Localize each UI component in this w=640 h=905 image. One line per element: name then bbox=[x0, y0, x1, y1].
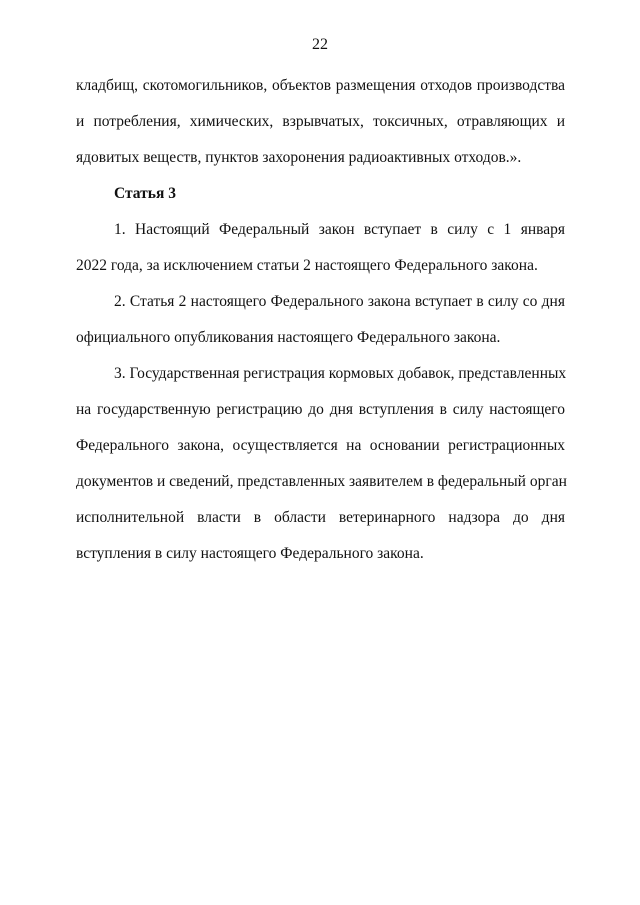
page-number: 22 bbox=[312, 36, 328, 53]
document-body bbox=[76, 68, 565, 572]
text-line: Федерального закона, осуществляется на основании регистрационных bbox=[76, 437, 565, 454]
text-line: 1. Настоящий Федеральный закон вступает в силу с 1 января bbox=[114, 221, 565, 238]
article-heading: Статья 3 bbox=[114, 185, 176, 202]
text-line: и потребления, химических, взрывчатых, токсичных, отравляющих и bbox=[76, 113, 565, 130]
text-line: ядовитых веществ, пунктов захоронения радиоактивных отходов.». bbox=[76, 149, 522, 166]
text-line: на государственную регистрацию до дня вступления в силу настоящего bbox=[76, 401, 565, 418]
text-line: 3. Государственная регистрация кормовых добавок, представленных bbox=[114, 365, 567, 382]
text-line: официального опубликования настоящего Федерального закона. bbox=[76, 329, 501, 346]
text-line: 2022 года, за исключением статьи 2 настоящего Федерального закона. bbox=[76, 257, 538, 274]
text-line: исполнительной власти в области ветеринарного надзора до дня bbox=[76, 509, 565, 526]
text-line: кладбищ, скотомогильников, объектов размещения отходов производства bbox=[76, 77, 565, 94]
text-line: вступления в силу настоящего Федерального закона. bbox=[76, 545, 424, 562]
text-line: документов и сведений, представленных заявителем в федеральный орган bbox=[76, 473, 567, 490]
text-line: 2. Статья 2 настоящего Федерального закона вступает в силу со дня bbox=[114, 293, 565, 310]
